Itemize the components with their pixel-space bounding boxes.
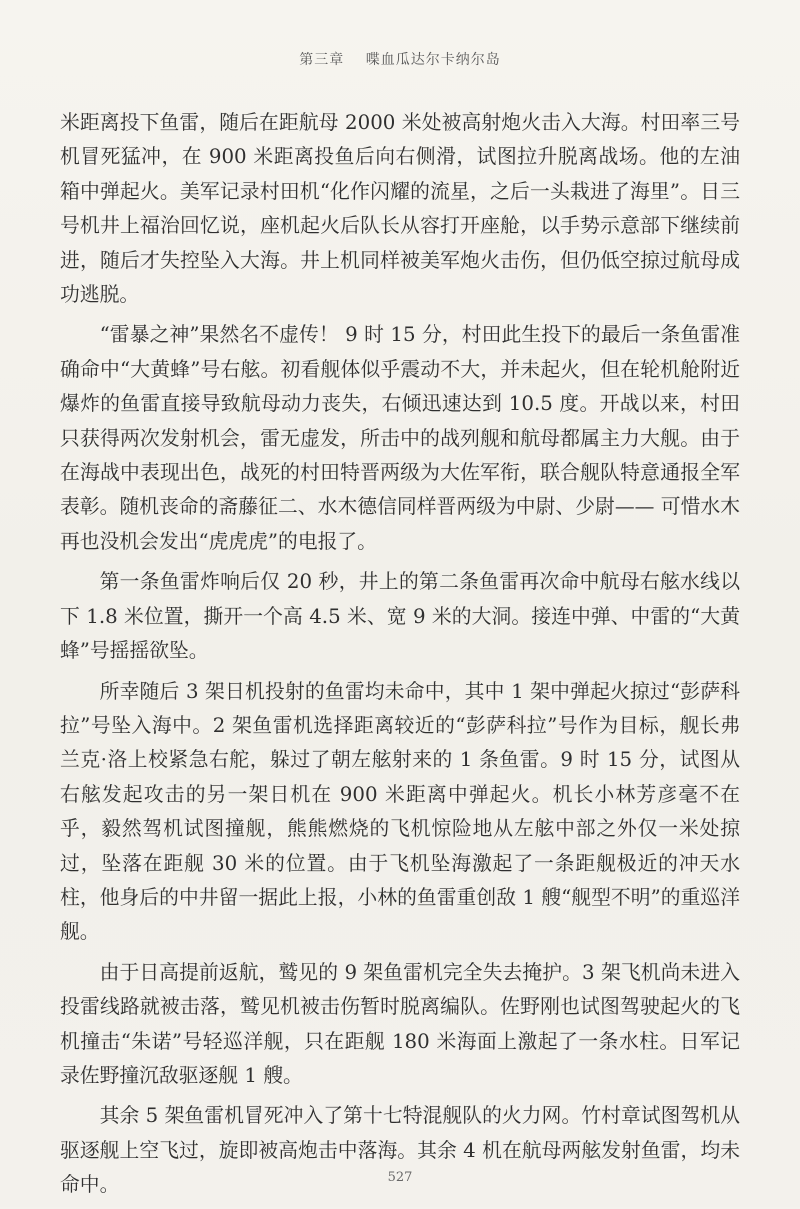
paragraph-6: 其余 5 架鱼雷机冒死冲入了第十七特混舰队的火力网。竹村章试图驾机从驱逐舰上空飞过，旋即被高炮击中落海。其余 4 机在航母两舷发射鱼雷，均未命中。	[60, 1104, 740, 1197]
body-text	[60, 106, 740, 1209]
paragraph-5: 由于日高提前返航，鹫见的 9 架鱼雷机完全失去掩护。3 架飞机尚未进入投雷线路就被击落，鹫见机被击伤暂时脱离编队。佐野刚也试图驾驶起火的飞机撞击“朱诺”号轻巡洋舰，只在距舰 180 米海面上激起了一条水柱。日军记录佐野撞沉敌驱逐舰 1 艘。	[60, 960, 740, 1087]
paragraph-2: “雷暴之神”果然名不虚传！ 9 时 15 分，村田此生投下的最后一条鱼雷准确命中“大黄蜂”号右舷。初看舰体似乎震动不大，并未起火，但在轮机舱附近爆炸的鱼雷直接导致航母动力丧失，右倾迅速达到 10.5 度。开战以来，村田只获得两次发射机会，雷无虚发，所击中的战列舰和航母都属主力大舰。由于在海战中表现出色，战死的村田特晋两级为大佐军衔，联合舰队特意通报全军表彰。随机丧命的斋藤征二、水木德信同样晋两级为中尉、少尉—— 可惜水木再也没机会发出“虎虎虎”的电报了。	[60, 323, 740, 553]
paragraph-3: 第一条鱼雷炸响后仅 20 秒，井上的第二条鱼雷再次命中航母右舷水线以下 1.8 米位置，撕开一个高 4.5 米、宽 9 米的大洞。接连中弹、中雷的“大黄蜂”号摇摇欲坠。	[60, 570, 740, 663]
chapter-label: 第三章	[299, 52, 345, 68]
paragraph-1: 米距离投下鱼雷，随后在距航母 2000 米处被高射炮火击入大海。村田率三号机冒死猛冲，在 900 米距离投鱼后向右侧滑，试图拉升脱离战场。他的左油箱中弹起火。美军记录村田机“化作闪耀的流星，之后一头栽进了海里”。日三号机井上福治回忆说，座机起火后队长从容打开座舱，以手势示意部下继续前进，随后才失控坠入大海。井上机同样被美军炮火击伤，但仍低空掠过航母成功逃脱。	[60, 111, 740, 307]
paragraph-4: 所幸随后 3 架日机投射的鱼雷均未命中，其中 1 架中弹起火掠过“彭萨科拉”号坠入海中。2 架鱼雷机选择距离较近的“彭萨科拉”号作为目标，舰长弗兰克·洛上校紧急右舵，躲过了朝左舷射来的 1 条鱼雷。9 时 15 分，试图从右舷发起攻击的另一架日机在 900 米距离中弹起火。机长小林芳彦毫不在乎，毅然驾机试图撞舰，熊熊燃烧的飞机惊险地从左舷中部之外仅一米处掠过，坠落在距舰 30 米的位置。由于飞机坠海激起了一条距舰极近的冲天水柱，他身后的中井留一据此上报，小林的鱼雷重创敌 1 艘“舰型不明”的重巡洋舰。	[60, 679, 740, 944]
running-header	[0, 49, 800, 69]
chapter-title: 喋血瓜达尔卡纳尔岛	[365, 52, 501, 68]
page-number: 527	[387, 1170, 413, 1185]
